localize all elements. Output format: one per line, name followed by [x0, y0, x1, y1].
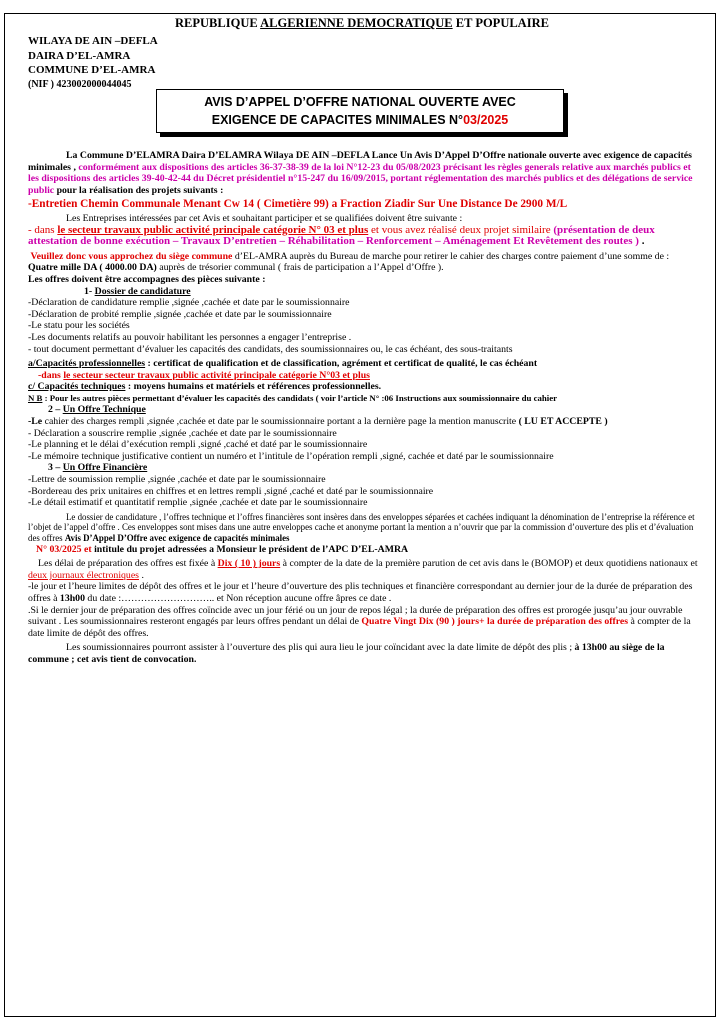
envelope-reference: N° 03/2025 et intitule du projet adressées a Monsieur le président de l’APC D’EL-AMRA — [36, 543, 409, 555]
dossier-item: -Déclaration de candidature remplie ,signée ,cachée et date par le soumissionnaire — [28, 297, 350, 309]
notice-title-box — [156, 89, 564, 133]
title-line-1: AVIS D’APPEL D’OFFRE NATIONAL OUVERTE AVEC — [204, 95, 516, 109]
project-title: -Entretien Chemin Communale Menant Cw 14 ( Cimetière 99) a Fraction Ziadir Sur Une Distance De 2900 M/L — [28, 198, 568, 211]
deadline-paragraph: -le jour et l’heure limites de dépôt des offres et le jour et l’heure d’ouverture des plis techniques et financière correspondant au dernier jour de la durée de préparation des offres à 13h00 du date :……………………….. et Non réception aucune offre âpres ce date . — [28, 581, 693, 604]
daira-line: DAIRA D’EL-AMRA — [28, 49, 131, 62]
wilaya-line: WILAYA DE AIN –DEFLA — [28, 35, 158, 47]
technique-item: -Le cahier des charges rempli ,signée ,cachée et date par le soumissionnaire portant a la dernière page la mention manuscrite ( LU ET ACCEPTE ) — [28, 416, 608, 428]
dossier-item: -Les documents relatifs au pouvoir habilitant les personnes a engager l’entreprise . — [28, 331, 352, 343]
eligibility-intro: Les Entreprises intéressées par cet Avis et souhaitant participer et se qualifiées doivent être suivante : — [66, 212, 463, 224]
dossier-heading: 1- Dossier de candidature — [84, 285, 191, 297]
financiere-item: -Lettre de soumission remplie ,signée ,cachée et date par le soumissionnaire — [28, 474, 326, 486]
dossier-item: -Déclaration de probité remplie ,signée ,cachée et date par le soumissionnaire — [28, 308, 332, 320]
financiere-item: -Bordereau des prix unitaires en chiffres et en lettres rempli ,signé ,caché et daté par le soumissionnaire — [28, 485, 434, 497]
technique-item: -Le mémoire technique justificative contient un numéro et l’intitule de l’opération rempli ,signé, cachée et daté par le soumissionnaire — [28, 450, 554, 462]
financiere-heading: 3 – Un Offre Financière — [48, 462, 148, 474]
closing-paragraph: Les soumissionnaires pourront assister à l’ouverture des plis qui aura lieu le jour coïncidant avec la date limite de dépôt des plis ; à 13h00 au siège de la commune ; cet avis tient de convocation. — [28, 642, 665, 665]
validity-paragraph: .Si le dernier jour de préparation des offres coïncide avec un jour férié ou un jour de repos légal ; la durée de préparation des offres est prorogée jusqu’au jour ouvrable suivant . Les soumissionnaires resteront engagés par leurs offres pendant un délai de Quatre Vingt Dix (90 ) jours+ la durée de préparation des offres à compter de la date limite de dépôt des offres. — [28, 604, 691, 639]
dossier-item: - tout document permettant d’évaluer les capacités des candidats, des soumissionnaires ou, le cas échéant, des sous-traitants — [28, 343, 513, 355]
nb-note: N B : Pour les autres pièces permettant d’évaluer les capacités des candidats ( voir l’article N° :06 Instructions aux soumissionnaire du cahier — [28, 392, 558, 403]
capacities-professional: a/Capacités professionnelles : certificat de qualification et de classification, agrément et certificat de qualité, le cas échéant — [28, 358, 538, 370]
technique-item: - Déclaration a souscrire remplie ,signée ,cachée et date par le soumissionnaire — [28, 427, 337, 439]
title-line-2: EXIGENCE DE CAPACITES MINIMALES N°03/2025 — [211, 113, 509, 127]
delay-paragraph: Les délai de préparation des offres est fixée à Dix ( 10 ) jours à compter de la date de la première parution de cet avis dans le (BOMOP) et deux quotidiens nationaux et deux journaux électroniques . — [28, 558, 698, 581]
eligibility-paragraph: - dans le secteur travaux public activité principale catégorie N° 03 et plus et vous avez réalisé deux projet similaire (présentation de deux attestation de bonne exécution – Travaux D’entretien – Réhabilitation – Renforcement – Aménagement Et Revêtement des routes ) . — [28, 223, 655, 248]
withdraw-paragraph: Veuillez donc vous approchez du siège commune d’EL-AMRA auprès du Bureau de marche pour retirer le cahier des charges contre paiement d’une somme de : Quatre mille DA ( 4000.00 DA) auprès de trésorier communal ( frais de participation a l’Appel d’Offre ). — [28, 250, 670, 274]
technique-heading: 2 – Un Offre Technique — [48, 404, 146, 416]
nif-line: (NIF ) 423002000044045 — [28, 78, 132, 90]
dossier-item: -Le statu pour les sociétés — [28, 320, 130, 332]
capacities-sector: -dans le secteur secteur travaux public activité principale catégorie N°03 et plus — [38, 369, 370, 381]
envelope-paragraph: Le dossier de candidature , l’offres technique et l’offres financières sont insères dans des enveloppes séparées et cachées indiquant la dénomination de l’entreprise la référence et l’objet de l’appel d’offre . Ces enveloppes sont mises dans une autre enveloppes cache et anonyme portant la mention a n’ouvrir que par la commission d’ouverture des plis et d’évaluation des offres Avis D’Appel D’Offre avec exigence de capacités minimales — [28, 511, 695, 543]
commune-line: COMMUNE D’EL-AMRA — [28, 64, 156, 76]
technique-item: -Le planning et le délai d’exécution rempli ,signé ,caché et daté par le soumissionnaire — [28, 439, 368, 451]
notice-body — [28, 150, 700, 666]
financiere-item: -Le détail estimatif et quantitatif remplie ,signée ,cachée et date par le soumissionnaire — [28, 497, 368, 509]
intro-paragraph: La Commune D’ELAMRA Daira D’ELAMRA Wilaya DE AIN –DEFLA Lance Un Avis D’Appel D’Offre nationale ouverte avec exigence de capacités minimales , conformément aux dispositions des articles 36-37-38-39 de la loi N°12-23 du 05/08/2023 précisant les règles generals relative aux marchés publics et les dispositions des articles 39-40-42-44 du Décret présidentiel n°15-247 du 16/09/2015, portant réglementation des marchés publics et des délégations de service public pour la réalisation des projets suivants : — [28, 150, 693, 196]
required-documents-line: Les offres doivent être accompagnes des pièces suivante : — [28, 273, 266, 285]
administration-header — [28, 34, 158, 92]
capacities-technical: c/ Capacités techniques : moyens humains et matériels et références professionnelles. — [28, 381, 382, 393]
notice-number: 03/2025 — [463, 113, 509, 127]
republic-heading: REPUBLIQUE ALGERIENNE DEMOCRATIQUE ET POPULAIRE — [175, 16, 549, 30]
